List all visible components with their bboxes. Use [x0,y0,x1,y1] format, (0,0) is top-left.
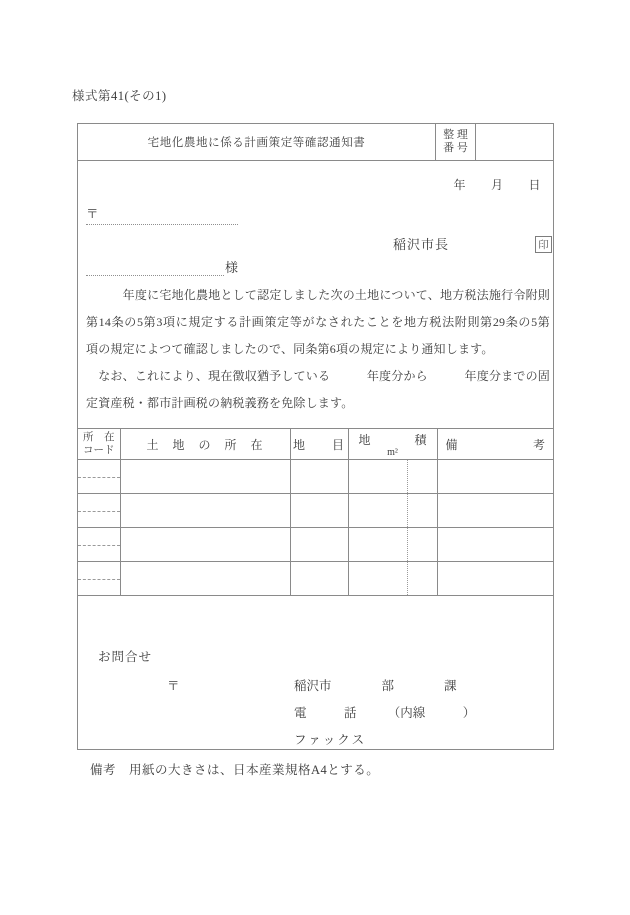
postal-mark: 〒 [86,207,99,221]
reference-number-label-line2: 番 号 [443,142,468,154]
seal-character: 印 [538,240,549,251]
code-dashed-line [78,477,120,478]
column-header-land-location: 土 地 の 所 在 [120,429,290,460]
reference-number-value [475,124,553,160]
paper-size-note: 備考 用紙の大きさは、日本産業規格A4とする。 [90,763,380,777]
table-row [78,494,553,528]
location-code-label-line2: コード [83,445,115,456]
cell-land-location [120,528,290,562]
form-number-label: 様式第41(その1) [72,89,167,103]
column-header-location-code [78,429,120,460]
column-header-land-area [348,429,437,460]
area-decimal-dotted-line [407,528,408,561]
body-paragraph-1: 年度に宅地化農地として認定しました次の土地について、地方税法施行令附則第14条の5第3項に規定する計画策定等がなされたことを地方税法附則第29条の5第 項の規定によつて確認しましたので、同条第6項の規定により通知します。 [86,288,563,356]
cell-remarks [437,494,553,528]
addressee-honorific: 様 [225,260,239,275]
reference-number-label [435,124,475,160]
table-row [78,460,553,494]
form-outer-box [77,123,563,750]
addressee-blank-line [86,257,224,276]
contact-department-line: 稲沢市 部 課 [294,679,457,693]
table-row [78,562,553,596]
cell-location-code [78,460,120,494]
cell-land-area [348,528,437,562]
contact-postal-mark: 〒 [167,679,180,693]
cell-location-code [78,562,120,596]
body-paragraph-2: なお、これにより、現在徴収猶予している 年度分から 年度分までの固定資産税・都市計画税の納税義務を免除します。 [86,369,550,410]
cell-land-location [120,460,290,494]
cell-land-area [348,562,437,596]
remarks-label-last: 考 [532,437,545,452]
contact-phone-line: 電 話 （内線 ） [294,706,476,720]
reference-number-label-line1: 整 理 [443,129,468,141]
mayor-name: 稲沢市長 [393,237,450,252]
cell-remarks [437,460,553,494]
cell-land-location [120,562,290,596]
code-dashed-line [78,579,120,580]
remarks-label-first: 備 [445,437,458,452]
sender-postal-field [86,204,238,225]
area-decimal-dotted-line [407,562,408,595]
addressee-field [86,257,239,276]
column-header-land-category: 地 目 [290,429,348,460]
location-code-label-line1: 所 在 [83,432,115,443]
contact-heading: お問合せ [98,650,153,664]
area-decimal-dotted-line [407,460,408,493]
contact-fax-line: ファックス [294,733,367,747]
cell-land-area [348,494,437,528]
form-header [78,124,553,161]
cell-land-area [348,460,437,494]
cell-land-category [290,494,348,528]
land-table-header-row [78,429,553,460]
table-row [78,528,553,562]
cell-land-category [290,460,348,494]
cell-land-category [290,528,348,562]
cell-location-code [78,494,120,528]
code-dashed-line [78,545,120,546]
cell-remarks [437,562,553,596]
cell-land-category [290,562,348,596]
seal-mark [535,236,552,253]
cell-remarks [437,528,553,562]
land-area-unit: m² [387,446,398,458]
column-header-remarks [437,429,553,460]
date-line: 年 月 日 [453,178,541,192]
code-dashed-line [78,511,120,512]
land-table [78,428,553,596]
land-area-label-first: 地 [358,432,371,447]
area-decimal-dotted-line [407,494,408,527]
cell-location-code [78,528,120,562]
form-title: 宅地化農地に係る計画策定等確認通知書 [147,137,366,149]
cell-land-location [120,494,290,528]
land-area-label-last: 積 [414,432,427,447]
